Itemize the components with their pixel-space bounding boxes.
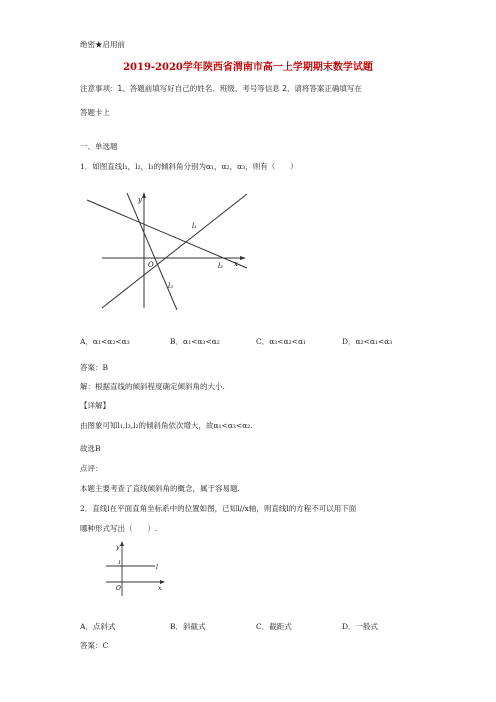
q1-comment-heading: 点评： — [80, 464, 103, 473]
q1-line-l3 — [127, 193, 177, 310]
page-title: 2019-2020学年陕西省渭南市高一上学期期末数学试题 — [123, 62, 373, 73]
q1-option-b: B．α₁<α₃<α₂ — [170, 337, 220, 346]
q1-stem: 1．如图直线l₁，l₂，l₃的倾斜角分别为α₁，α₂，α₃，则有（ ） — [80, 162, 298, 171]
q2-answer: 答案：C — [80, 641, 109, 650]
q2-y-arrow — [120, 541, 124, 546]
q2-option-c: C．截距式 — [256, 622, 292, 631]
q2-label-l: l — [156, 564, 158, 571]
section-heading: 一、单选题 — [80, 142, 118, 151]
q1-label-y: y — [138, 196, 142, 204]
q1-comment: 本题主要考查了直线倾斜角的概念，属于容易题. — [80, 484, 240, 493]
q2-x-arrow — [160, 580, 165, 584]
q1-answer: 答案：B — [80, 363, 109, 372]
q2-figure — [100, 540, 170, 598]
q1-detail-heading: 【详解】 — [80, 401, 110, 410]
q1-label-origin: O — [148, 261, 154, 269]
q2-label-y: y — [116, 544, 120, 551]
q1-y-arrow — [142, 192, 146, 198]
notice-line-2: 答题卡上 — [80, 108, 110, 117]
q1-x-arrow — [240, 256, 246, 260]
q2-option-a: A．点斜式 — [80, 622, 116, 631]
q1-label-l2: l₂ — [218, 262, 224, 270]
q2-label-x: x — [158, 585, 162, 592]
notice-line-1: 注意事项：1、答题前填写好自己的姓名、班级、考号等信息 2、请将答案正确填写在 — [80, 84, 362, 93]
q1-line-l1 — [102, 194, 247, 308]
q1-detail: 由图象可知l₁,l₃,l₂的倾斜角依次增大，故α₁<α₃<α₂. — [80, 421, 253, 430]
q1-label-l1: l₁ — [192, 222, 198, 230]
q2-label-origin: O — [116, 585, 121, 592]
q1-option-d: D．α₂<α₁<α₃ — [342, 337, 393, 346]
q1-choose: 故选B — [80, 444, 101, 453]
q2-option-b: B．斜截式 — [170, 622, 206, 631]
q1-label-x: x — [234, 260, 238, 268]
q1-analysis: 解：根据直线的倾斜程度确定倾斜角的大小. — [80, 382, 225, 391]
q2-option-d: D．一般式 — [342, 622, 379, 631]
q2-label-one: 1 — [118, 560, 122, 566]
q2-stem-line-1: 2．直线l在平面直角坐标系中的位置如图，已知l//x轴，则直线l的方程不可以用下面 — [80, 504, 357, 513]
q1-option-c: C．α₃<α₂<α₁ — [256, 337, 307, 346]
q1-figure — [82, 188, 252, 313]
q2-stem-line-2: 哪种形式写出（ ）. — [80, 524, 158, 533]
q1-label-l3: l₃ — [168, 282, 174, 290]
q1-option-a: A．α₁<α₂<α₃ — [80, 337, 130, 346]
confidential-label: 绝密★启用前 — [80, 40, 125, 49]
